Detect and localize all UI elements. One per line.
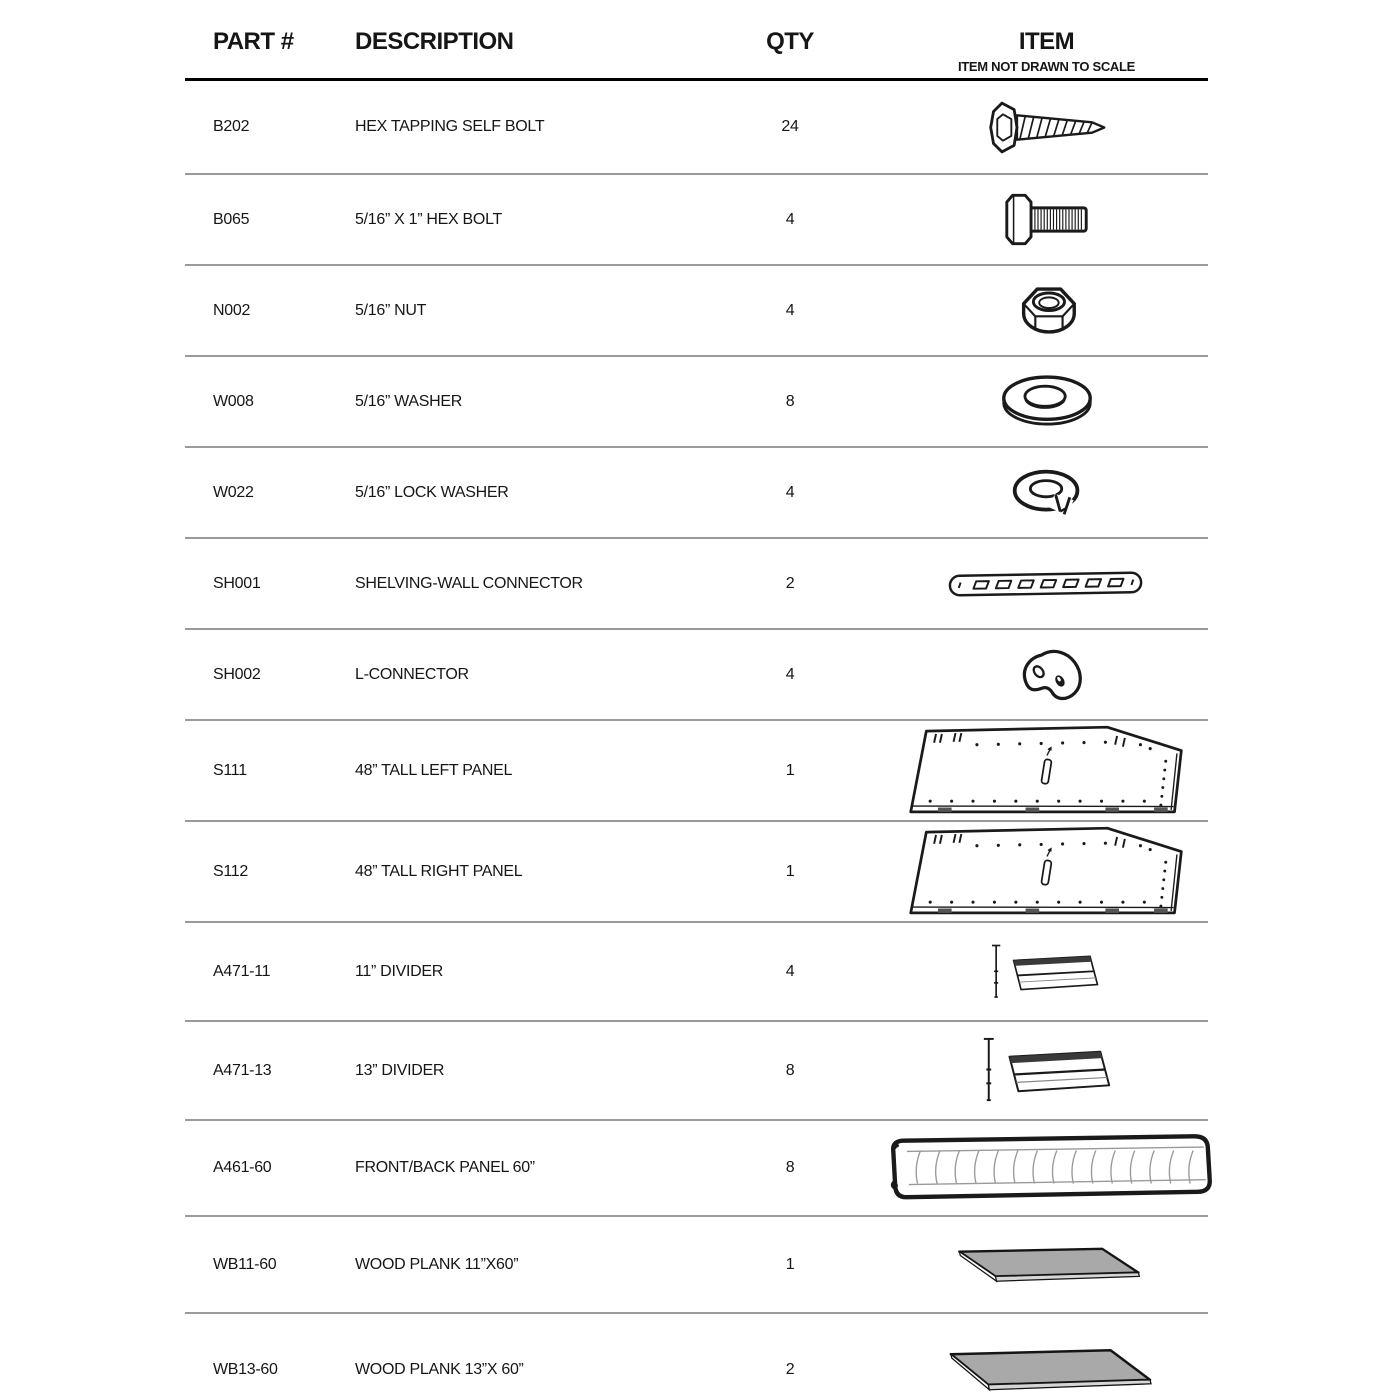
table-row	[185, 923, 1208, 1022]
l-connector-icon	[1010, 643, 1084, 706]
table-row	[185, 822, 1208, 923]
item-illustration	[885, 191, 1208, 248]
part-number: N002	[213, 301, 251, 319]
part-qty: 4	[785, 483, 795, 501]
hex-tapping-screw-icon	[986, 100, 1108, 155]
table-row	[185, 448, 1208, 539]
part-description: L-CONNECTOR	[355, 665, 469, 683]
column-header-part: PART #	[213, 28, 294, 55]
table-row	[185, 1217, 1208, 1314]
part-qty: 8	[785, 1061, 795, 1079]
item-illustration	[885, 374, 1208, 430]
item-illustration	[885, 1131, 1217, 1205]
part-description: FRONT/BACK PANEL 60”	[355, 1159, 535, 1176]
part-description: 5/16” X 1” HEX BOLT	[355, 210, 502, 228]
part-qty: 4	[785, 962, 795, 980]
item-illustration	[885, 464, 1208, 521]
wall-connector-strip-icon	[947, 567, 1147, 601]
scale-note: ITEM NOT DRAWN TO SCALE	[957, 59, 1136, 74]
flat-washer-icon	[999, 374, 1095, 430]
table-row	[185, 81, 1208, 175]
part-qty: 24	[781, 118, 799, 135]
part-qty: 2	[785, 1361, 795, 1378]
part-number: SH001	[213, 574, 261, 592]
part-number: SH002	[213, 665, 261, 683]
part-qty: 4	[785, 301, 795, 319]
item-illustration	[885, 282, 1208, 339]
part-qty: 1	[785, 862, 795, 880]
part-qty: 1	[785, 1255, 795, 1273]
tall-panel-left-icon	[901, 724, 1193, 818]
lock-washer-icon	[1009, 464, 1085, 521]
item-illustration	[885, 825, 1208, 919]
part-description: SHELVING-WALL CONNECTOR	[355, 574, 583, 592]
part-number: A471-13	[213, 1061, 272, 1079]
table-row	[185, 1121, 1208, 1217]
divider-11-icon	[980, 936, 1114, 1008]
part-number: A461-60	[213, 1159, 272, 1176]
part-description: 48” TALL LEFT PANEL	[355, 761, 513, 779]
part-description: WOOD PLANK 13”X 60”	[355, 1361, 524, 1378]
item-illustration	[885, 724, 1208, 818]
part-number: S111	[213, 761, 247, 779]
item-illustration	[885, 567, 1208, 601]
item-illustration	[885, 1345, 1208, 1395]
part-number: WB11-60	[213, 1255, 277, 1273]
part-qty: 2	[785, 574, 795, 592]
item-illustration	[885, 1243, 1208, 1287]
item-illustration	[885, 936, 1208, 1008]
part-description: HEX TAPPING SELF BOLT	[355, 118, 545, 135]
part-description: 5/16” NUT	[355, 301, 427, 319]
table-row	[185, 266, 1208, 357]
part-description: 11” DIVIDER	[355, 962, 443, 980]
column-header-item	[885, 28, 1208, 74]
part-description: WOOD PLANK 11”X60”	[355, 1255, 519, 1273]
column-header-item-label: ITEM	[1018, 28, 1075, 55]
part-number: B202	[213, 118, 250, 135]
tall-panel-right-icon	[901, 825, 1193, 919]
part-number: S112	[213, 862, 248, 880]
part-number: W022	[213, 483, 254, 501]
table-row	[185, 1022, 1208, 1121]
part-number: WB13-60	[213, 1361, 278, 1378]
table-row	[185, 630, 1208, 721]
part-description: 13” DIVIDER	[355, 1061, 445, 1079]
table-body	[185, 81, 1208, 1400]
part-qty: 8	[785, 392, 795, 410]
item-illustration	[885, 100, 1208, 155]
part-description: 5/16” LOCK WASHER	[355, 483, 509, 501]
part-qty: 4	[785, 210, 795, 228]
hex-bolt-icon	[1001, 191, 1093, 248]
wood-plank-13-icon	[941, 1345, 1153, 1395]
part-number: B065	[213, 210, 250, 228]
hex-nut-icon	[1011, 282, 1083, 339]
table-header	[185, 24, 1208, 81]
item-illustration	[885, 643, 1208, 706]
divider-13-icon	[977, 1032, 1117, 1109]
column-header-qty: QTY	[766, 28, 814, 55]
part-description: 48” TALL RIGHT PANEL	[355, 862, 523, 880]
table-row	[185, 175, 1208, 266]
table-row	[185, 357, 1208, 448]
table-row	[185, 539, 1208, 630]
part-qty: 4	[785, 665, 795, 683]
parts-table	[185, 24, 1208, 1400]
table-row	[185, 1314, 1208, 1400]
part-number: A471-11	[213, 962, 271, 980]
part-number: W008	[213, 392, 254, 410]
table-row	[185, 721, 1208, 822]
front-back-panel-icon	[885, 1131, 1217, 1205]
item-illustration	[885, 1032, 1208, 1109]
part-description: 5/16” WASHER	[355, 392, 462, 410]
part-qty: 8	[785, 1159, 795, 1176]
column-header-description: DESCRIPTION	[355, 28, 514, 55]
wood-plank-11-icon	[947, 1243, 1147, 1287]
part-qty: 1	[785, 761, 795, 779]
